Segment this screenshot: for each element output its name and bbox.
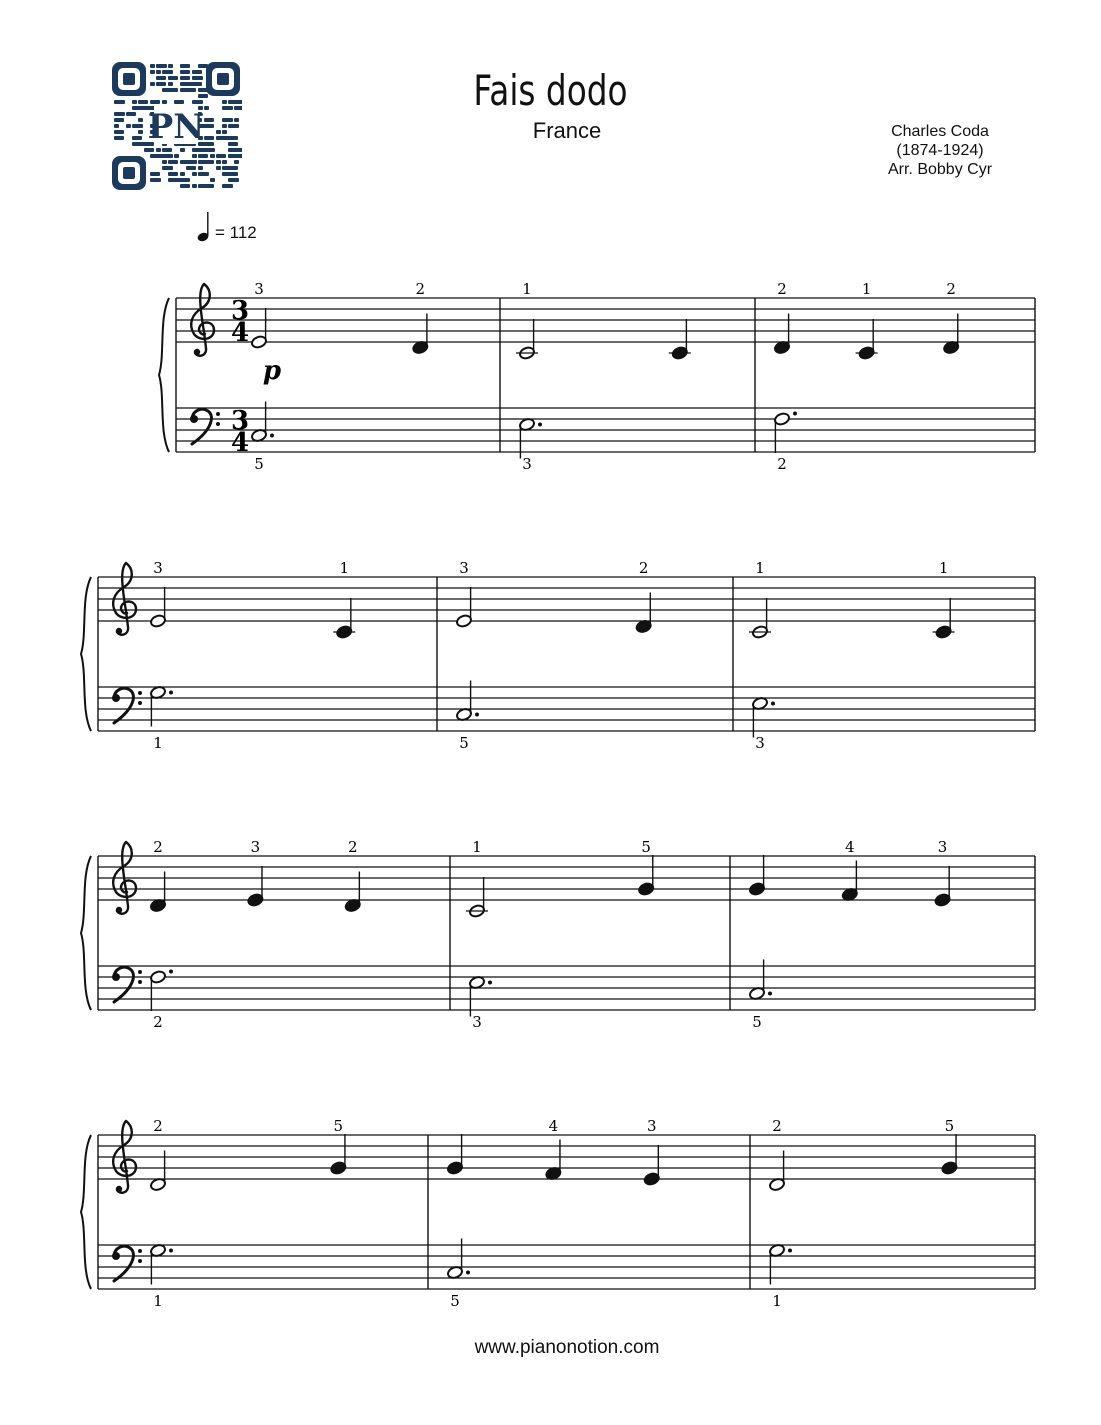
fingering: 2 xyxy=(638,559,649,577)
note xyxy=(933,598,955,639)
fingering: 1 xyxy=(522,280,532,298)
note xyxy=(251,308,268,349)
fingering: 5 xyxy=(641,838,651,856)
note xyxy=(247,866,264,907)
bass-staff xyxy=(176,408,1035,452)
page-title: Fais dodo xyxy=(473,66,628,115)
dynamic-marking: p xyxy=(262,356,282,386)
time-signature-bottom: 4 xyxy=(230,318,250,348)
note xyxy=(643,1145,660,1186)
fingering: 4 xyxy=(548,1117,559,1135)
fingering: 3 xyxy=(937,838,948,856)
note xyxy=(749,855,766,896)
fingering: 5 xyxy=(254,455,264,473)
note xyxy=(466,877,488,918)
fingering: 3 xyxy=(153,559,163,577)
fingering: 2 xyxy=(415,280,426,298)
fingering: 5 xyxy=(752,1013,762,1031)
augmentation-dot xyxy=(788,1249,792,1253)
bass-staff xyxy=(98,966,1035,1010)
brace xyxy=(81,1135,91,1289)
fingering: 3 xyxy=(522,455,532,473)
fingering: 2 xyxy=(347,838,358,856)
time-signature-bottom: 4 xyxy=(230,428,250,458)
fingering: 2 xyxy=(153,1013,163,1031)
fingering: 5 xyxy=(450,1292,460,1310)
fingering: 2 xyxy=(772,1117,782,1135)
fingering: 3 xyxy=(254,280,264,298)
fingering: 1 xyxy=(938,559,949,577)
note xyxy=(456,587,473,628)
note xyxy=(941,1134,958,1175)
qr-logo: PN xyxy=(147,107,205,147)
fingering: 3 xyxy=(250,838,261,856)
note xyxy=(856,319,878,360)
augmentation-dot xyxy=(538,423,542,427)
augmentation-dot xyxy=(771,702,775,706)
augmentation-dot xyxy=(488,981,492,985)
page-subtitle: France xyxy=(532,118,602,143)
fingering: 2 xyxy=(153,838,163,856)
note xyxy=(333,598,355,639)
treble-staff xyxy=(98,856,1035,900)
fingering: 3 xyxy=(755,734,765,752)
fingering: 3 xyxy=(459,559,469,577)
augmentation-dot xyxy=(768,992,772,996)
fingering: 1 xyxy=(755,559,765,577)
tempo-marking: = 112 xyxy=(215,223,257,242)
composer-dates: (1874-1924) xyxy=(896,142,984,159)
fingering: 2 xyxy=(777,280,787,298)
fingering: 1 xyxy=(861,280,872,298)
bass-clef-icon xyxy=(112,1246,142,1281)
note xyxy=(150,970,173,1012)
brace xyxy=(159,298,169,452)
bass-clef-icon xyxy=(112,688,142,723)
note xyxy=(150,587,167,628)
augmentation-dot xyxy=(466,1271,470,1275)
bass-staff xyxy=(98,1245,1035,1289)
treble-staff xyxy=(98,577,1035,621)
note xyxy=(330,1134,347,1175)
augmentation-dot xyxy=(270,434,274,438)
note xyxy=(447,1134,464,1175)
fingering: 4 xyxy=(845,838,855,856)
fingering: 1 xyxy=(772,1292,782,1310)
time-signature-top: 3 xyxy=(230,296,250,326)
arranger-credit: Arr. Bobby Cyr xyxy=(887,161,993,178)
bass-clef-icon xyxy=(112,967,142,1002)
augmentation-dot xyxy=(169,691,173,695)
brace xyxy=(81,577,91,731)
fingering: 5 xyxy=(944,1117,955,1135)
bass-staff xyxy=(98,687,1035,731)
note xyxy=(516,319,538,360)
fingering: 2 xyxy=(946,280,956,298)
fingering: 1 xyxy=(339,559,350,577)
note xyxy=(638,855,655,896)
treble-staff xyxy=(98,1135,1035,1179)
treble-staff xyxy=(176,298,1035,342)
fingering: 2 xyxy=(153,1117,163,1135)
augmentation-dot xyxy=(475,713,479,717)
composer-name: Charles Coda xyxy=(891,123,989,140)
fingering: 1 xyxy=(153,734,163,752)
footer-url[interactable]: www.pianonotion.com xyxy=(474,1337,660,1358)
fingering: 1 xyxy=(472,838,482,856)
note xyxy=(774,412,797,454)
note xyxy=(669,319,691,360)
fingering: 2 xyxy=(777,455,787,473)
augmentation-dot xyxy=(169,1249,173,1253)
note xyxy=(934,866,951,907)
fingering: 3 xyxy=(646,1117,657,1135)
augmentation-dot xyxy=(169,970,173,974)
fingering: 5 xyxy=(459,734,469,752)
fingering: 3 xyxy=(472,1013,482,1031)
augmentation-dot xyxy=(793,412,797,416)
fingering: 1 xyxy=(153,1292,163,1310)
time-signature-top: 3 xyxy=(230,406,250,436)
bass-clef-icon xyxy=(190,409,220,444)
note xyxy=(749,598,771,639)
brace xyxy=(81,856,91,1010)
fingering: 5 xyxy=(333,1117,344,1135)
